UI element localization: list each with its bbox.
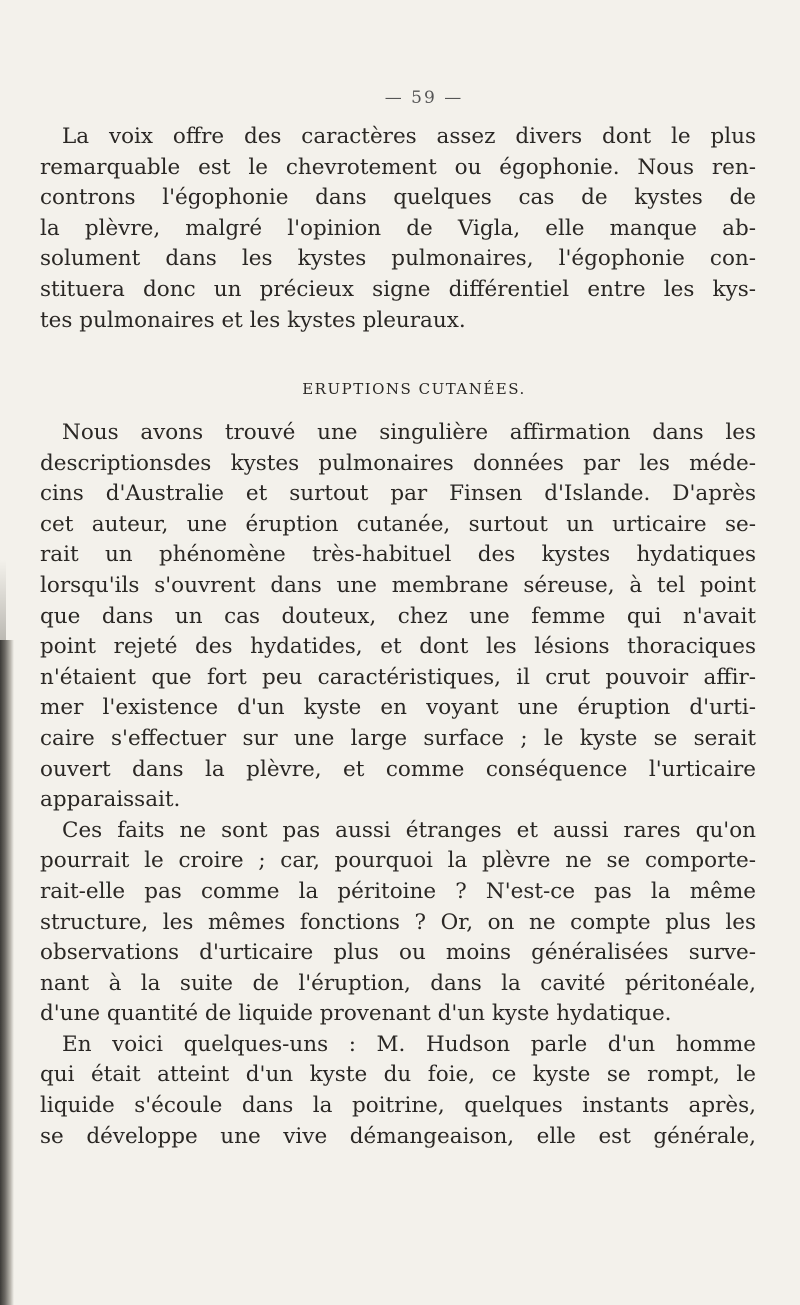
text-line: d'une quantité de liquide provenant d'un kyste hydatique. — [40, 1001, 672, 1027]
section-heading: ERUPTIONS CUTANÉES. — [302, 380, 526, 398]
text-line: liquide s'écoule dans la poitrine, quelques instants après, — [40, 1093, 756, 1119]
text-line: cet auteur, une éruption cutanée, surtout un urticaire se- — [40, 511, 756, 537]
text-line: cins d'Australie et surtout par Finsen d'Islande. D'après — [40, 481, 756, 507]
paragraph-peritoneum — [40, 816, 756, 1030]
text-line: apparaissait. — [40, 787, 181, 813]
paragraph-voice — [40, 122, 756, 336]
text-line: La voix offre des caractères assez divers dont le plus — [62, 124, 756, 149]
text-line: descriptionsdes kystes pulmonaires données par les méde- — [40, 450, 756, 476]
text-line: observations d'urticaire plus ou moins généralisées surve- — [40, 940, 756, 966]
text-line: lorsqu'ils s'ouvrent dans une membrane séreuse, à tel point — [40, 572, 756, 598]
text-line: Nous avons trouvé une singulière affirmation dans les — [62, 420, 756, 445]
text-line: n'étaient que fort peu caractéristiques, il crut pouvoir affir- — [40, 664, 756, 690]
text-line: la plèvre, malgré l'opinion de Vigla, elle manque ab- — [40, 215, 756, 241]
text-line: caire s'effectuer sur une large surface ; le kyste se serait — [40, 725, 756, 751]
page-number: — 59 — — [384, 88, 464, 108]
text-line: point rejeté des hydatides, et dont les lésions thoraciques — [40, 634, 756, 660]
text-line: tes pulmonaires et les kystes pleuraux. — [40, 307, 466, 333]
text-line: remarquable est le chevrotement ou égophonie. Nous ren- — [40, 154, 756, 180]
text-line: Ces faits ne sont pas aussi étranges et aussi rares qu'on — [62, 817, 756, 843]
paragraph-hudson — [40, 1030, 756, 1152]
text-line: controns l'égophonie dans quelques cas de kystes de — [40, 185, 756, 211]
text-line: rait un phénomène très-habituel des kystes hydatiques — [40, 542, 756, 568]
text-line: nant à la suite de l'éruption, dans la cavité péritonéale, — [40, 970, 756, 996]
text-line: En voici quelques-uns : M. Hudson parle d'un homme — [62, 1031, 756, 1057]
text-line: que dans un cas douteux, chez une femme qui n'avait — [40, 603, 756, 629]
text-line: structure, les mêmes fonctions ? Or, on ne compte plus les — [40, 909, 756, 935]
text-line: rait-elle pas comme la péritoine ? N'est-ce pas la même — [40, 878, 756, 904]
text-line: solument dans les kystes pulmonaires, l'égophonie con- — [40, 246, 756, 272]
paragraph-eruptions — [40, 418, 756, 816]
text-line: qui était atteint d'un kyste du foie, ce kyste se rompt, le — [40, 1062, 756, 1088]
text-line: ouvert dans la plèvre, et comme conséquence l'urticaire — [40, 756, 756, 782]
text-line: stituera donc un précieux signe différentiel entre les kys- — [40, 276, 756, 302]
binding-shadow-top — [0, 560, 6, 650]
binding-shadow — [0, 640, 14, 1305]
text-line: pourrait le croire ; car, pourquoi la plèvre ne se comporte- — [40, 848, 756, 874]
text-line: mer l'existence d'un kyste en voyant une éruption d'urti- — [40, 695, 756, 721]
text-line: se développe une vive démangeaison, elle est générale, — [40, 1123, 756, 1149]
body-section — [40, 418, 756, 1152]
